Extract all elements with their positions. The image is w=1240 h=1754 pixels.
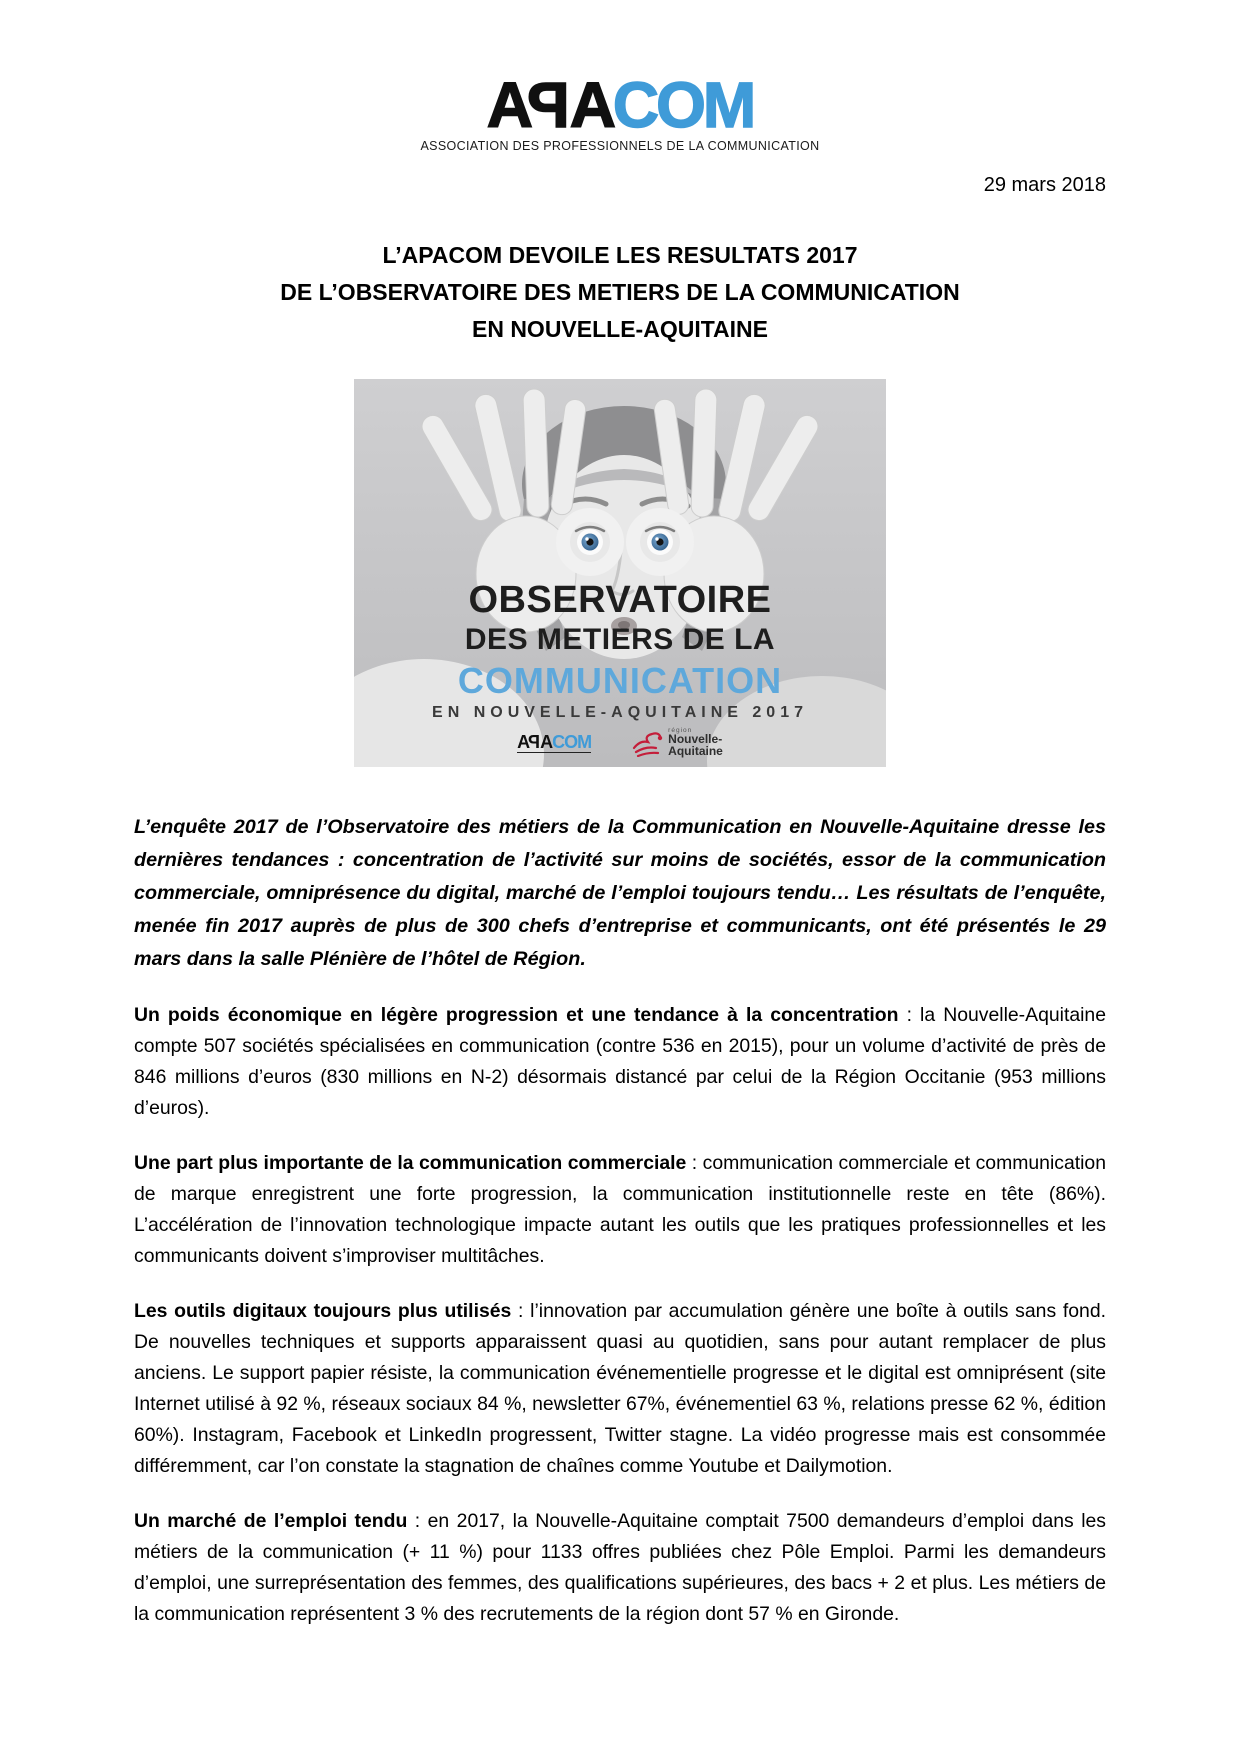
paragraph-digital-lead: Les outils digitaux toujours plus utilisés — [134, 1300, 512, 1322]
poster-title-line-2: DES METIERS DE LA — [464, 623, 776, 656]
region-nouvelle-aquitaine-logo — [631, 728, 723, 757]
paragraph-employment-lead: Un marché de l’emploi tendu — [134, 1510, 408, 1532]
paragraph-commercial — [134, 1148, 1106, 1272]
paragraph-digital — [134, 1296, 1106, 1482]
poster-title-line-3: COMMUNICATION — [457, 660, 783, 701]
document-title — [134, 237, 1106, 348]
paragraph-commercial-body: : communication commerciale et communication de marque enregistrent une forte progression, la communication institutionnelle reste en tête (86%). L’accélération de l’innovation technologique impacte autant les outils que les pratiques professionnelles et les communicants doivent s’improviser multitâches. — [134, 1152, 1106, 1267]
region-logo-line-1: Nouvelle- — [668, 732, 723, 746]
logo-letters-com: COM — [612, 69, 754, 141]
region-logo-small-label: région — [668, 727, 693, 734]
paragraph-digital-body: : l’innovation par accumulation génère une boîte à outils sans fond. De nouvelles techniques et supports apparaissent quasi au quotidien, sans pour autant remplacer de plus anciens. Le support papier résiste, la communication événementielle progresse et le digital est omniprésent (site Internet utilisé à 92 %, réseaux sociaux 84 %, newsletter 67%, événementiel 63 %, relations presse 62 %, édition 60%). Instagram, Facebook et LinkedIn progressent, Twitter stagne. La vidéo progresse mais est consommée différemment, car l’on constate la stagnation de chaînes comme Youtube et Dailymotion. — [134, 1300, 1106, 1477]
poster-title-line-1: OBSERVATOIRE — [468, 579, 772, 621]
logo-letter-a1: A — [486, 69, 530, 141]
poster-logo-letter-a2: A — [540, 731, 553, 752]
poster-logo-letters-com: COM — [552, 731, 592, 752]
title-line-1: L’APACOM DEVOILE LES RESULTATS 2017 — [382, 242, 858, 268]
logo-letter-mirrored-p: P — [530, 69, 570, 141]
lion-icon — [631, 729, 665, 757]
paragraph-employment-body: : en 2017, la Nouvelle-Aquitaine comptait 7500 demandeurs d’emploi dans les métiers de la communication (+ 11 %) pour 1133 offres publiées chez Pôle Emploi. Parmi les demandeurs d’emploi, une surreprésentation des femmes, des qualifications supérieures, des bacs + 2 et plus. Les métiers de la communication représentent 3 % des recrutements de la région dont 57 % en Gironde. — [134, 1510, 1106, 1625]
poster-title-line-4: EN NOUVELLE-AQUITAINE 2017 — [432, 704, 808, 721]
paragraph-employment — [134, 1506, 1106, 1630]
poster-logo-letter-mirrored-p: P — [529, 731, 541, 752]
title-line-3: EN NOUVELLE-AQUITAINE — [471, 316, 769, 342]
document-date: 29 mars 2018 — [983, 174, 1106, 196]
title-line-2: DE L’OBSERVATOIRE DES METIERS DE LA COMMUNICATION — [280, 279, 960, 305]
paragraph-economic-lead: Un poids économique en légère progression et une tendance à la concentration — [134, 1004, 899, 1026]
cover-photo — [354, 379, 886, 767]
poster-logos-row — [354, 728, 886, 757]
paragraph-economic-body: : la Nouvelle-Aquitaine compte 507 sociétés spécialisées en communication (contre 536 en 2015), pour un volume d’activité de près de 846 millions d’euros (830 millions en N-2) désormais distancé par celui de la Région Occitanie (953 millions d’euros). — [134, 1004, 1106, 1119]
apacom-wordmark — [486, 69, 754, 141]
apacom-logo — [134, 0, 1106, 153]
poster-apacom-logo — [517, 733, 591, 753]
poster-logo-letter-a1: A — [517, 731, 530, 752]
logo-letter-a2: A — [569, 69, 613, 141]
intro-paragraph: L’enquête 2017 de l’Observatoire des métiers de la Communication en Nouvelle-Aquitaine dresse les dernières tendances : concentration de l’activité sur moins de sociétés, essor de la communication commerciale, omniprésence du digital, marché de l’emploi toujours tendu… Les résultats de l’enquête, menée fin 2017 auprès de plus de 300 chefs d’entreprise et communicants, ont été présentés le 29 mars dans la salle Plénière de l’hôtel de Région. — [134, 816, 1106, 970]
paragraph-economic — [134, 1000, 1106, 1124]
region-logo-line-2: Aquitaine — [668, 743, 723, 758]
region-logo-text — [668, 728, 723, 757]
paragraph-commercial-lead: Une part plus importante de la communication commerciale — [134, 1152, 687, 1174]
logo-subtitle: ASSOCIATION DES PROFESSIONNELS DE LA COMMUNICATION — [420, 139, 820, 153]
